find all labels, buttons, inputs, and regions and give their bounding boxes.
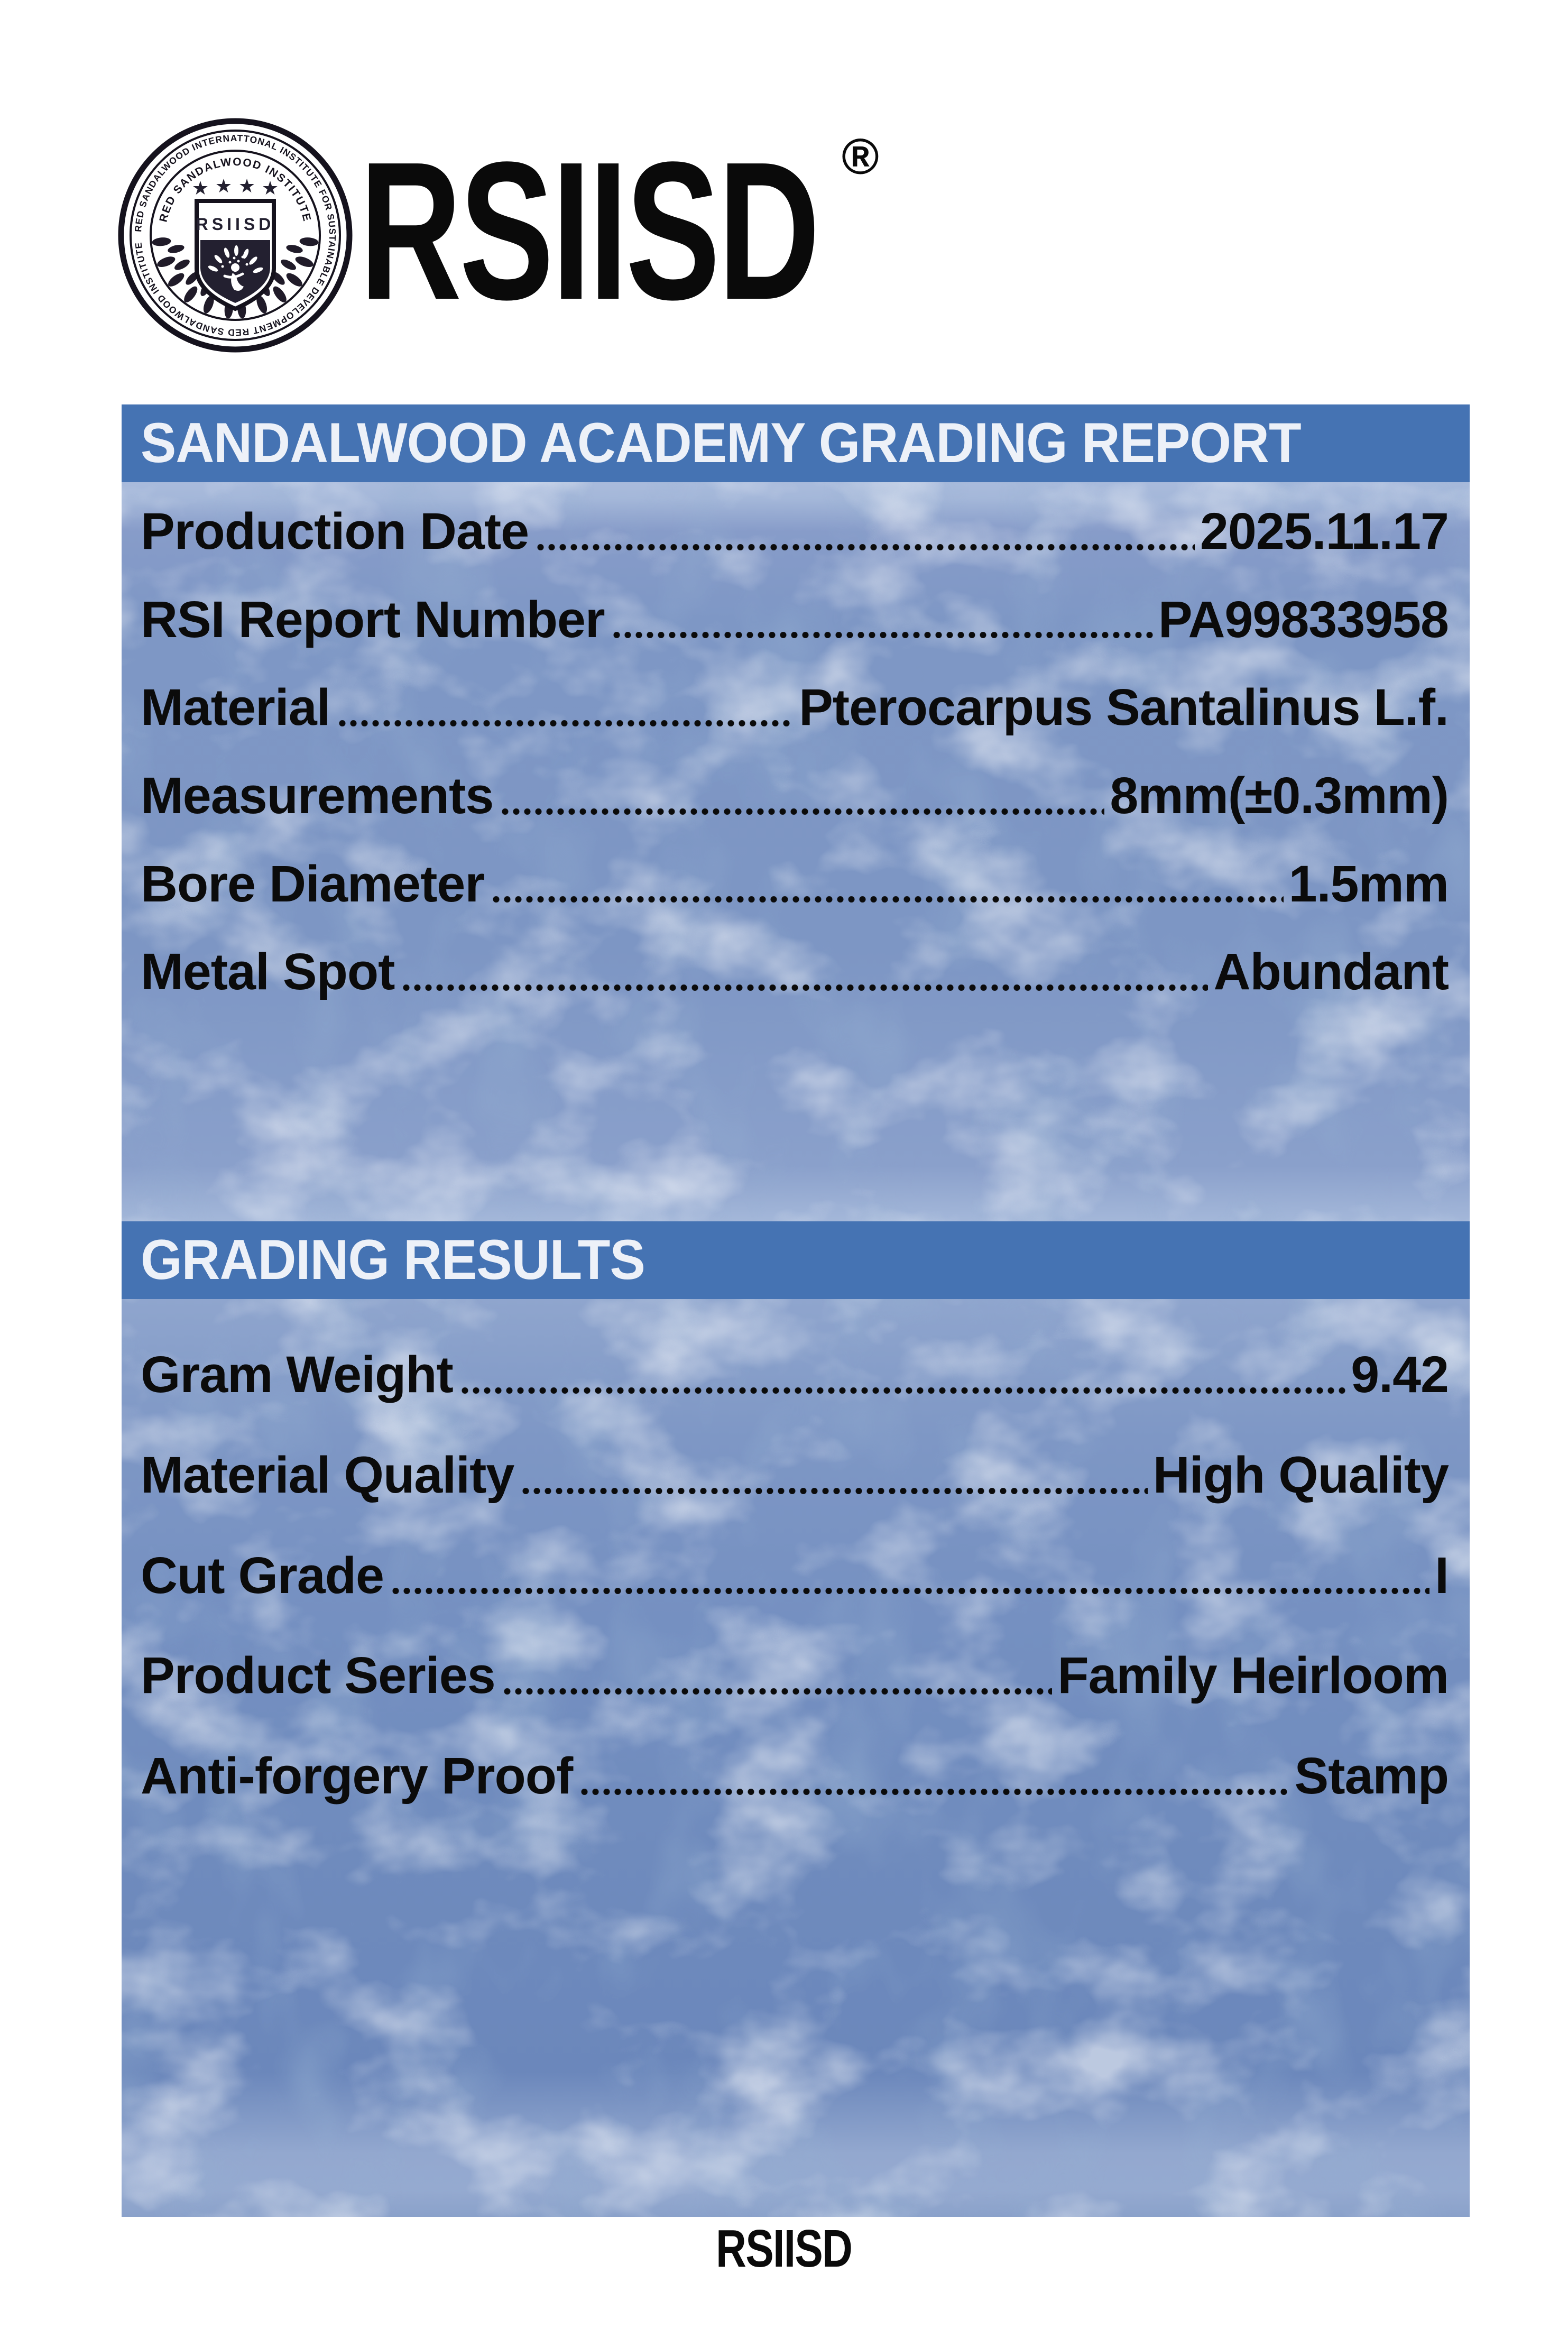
field-value: Family Heirloom: [1057, 1646, 1449, 1705]
star-icon: ★: [191, 177, 209, 199]
dotted-leader: [401, 984, 1208, 991]
star-icon: ★: [215, 175, 233, 197]
field-row: [141, 1748, 1449, 1805]
results-fields: [122, 1299, 1470, 1804]
field-label: Measurements: [141, 767, 494, 825]
report-title-bar: [122, 404, 1470, 482]
registered-trademark-icon: ®: [842, 128, 879, 185]
star-icon: ★: [238, 175, 256, 197]
field-value: 8mm(±0.3mm): [1110, 767, 1449, 825]
field-label: Bore Diameter: [141, 854, 485, 913]
results-title: GRADING RESULTS: [141, 1228, 645, 1292]
field-row: [141, 592, 1449, 648]
seal-shield-text: RSIISD: [196, 215, 275, 234]
dotted-leader: [535, 544, 1195, 550]
field-value: 9.42: [1351, 1346, 1449, 1404]
field-value: 1.5mm: [1288, 854, 1449, 913]
dotted-leader: [337, 720, 794, 726]
report-fields: [122, 482, 1470, 1000]
dotted-leader: [611, 632, 1153, 638]
field-row: [141, 944, 1449, 1000]
report-title: SANDALWOOD ACADEMY GRADING REPORT: [141, 411, 1301, 475]
dotted-leader: [390, 1588, 1429, 1594]
field-value: PA99833958: [1158, 590, 1449, 648]
seal-outer-ring-text: RED SANDALWOOD INTERNATTONAL INSTITUTE FOR SUSTAINABLE DEVELOPMENT RED SANDALWOOD INSTITUTE: [133, 132, 338, 338]
field-value: 2025.11.17: [1200, 502, 1449, 560]
seal-shield: [196, 201, 275, 309]
field-label: Material: [141, 678, 330, 737]
field-row: [141, 1548, 1449, 1604]
results-title-bar: [122, 1221, 1470, 1299]
field-value: Abundant: [1213, 943, 1449, 1001]
brand-wordmark: RSIISD: [359, 121, 818, 340]
field-row: [141, 1347, 1449, 1403]
field-label: Material Quality: [141, 1446, 514, 1504]
field-row: [141, 1447, 1449, 1504]
seal-inner-ring-text: RED SANDALWOOD INSTITUTE: [157, 155, 313, 224]
footer: [0, 2219, 1568, 2279]
field-label: Metal Spot: [141, 943, 395, 1001]
dotted-leader: [500, 808, 1104, 815]
field-row: [141, 768, 1449, 824]
brand-header: [0, 0, 1568, 404]
field-value: I: [1435, 1546, 1449, 1604]
field-label: Anti-forgery Proof: [141, 1746, 573, 1805]
dotted-leader: [502, 1688, 1053, 1695]
field-label: RSI Report Number: [141, 590, 605, 648]
report-panel: [122, 404, 1470, 2217]
field-row: [141, 503, 1449, 560]
field-value: Pterocarpus Santalinus L.f.: [799, 678, 1449, 737]
dotted-leader: [520, 1488, 1147, 1494]
field-label: Product Series: [141, 1646, 495, 1705]
field-label: Cut Grade: [141, 1546, 384, 1604]
field-row: [141, 1647, 1449, 1704]
dotted-leader: [459, 1387, 1345, 1394]
field-row: [141, 856, 1449, 913]
field-label: Production Date: [141, 502, 529, 560]
field-label: Gram Weight: [141, 1346, 453, 1404]
footer-brand: RSIISD: [716, 2219, 852, 2278]
dotted-leader: [491, 896, 1284, 903]
field-value: Stamp: [1294, 1746, 1449, 1805]
star-icon: ★: [261, 177, 279, 199]
rsiisd-seal-logo: [117, 117, 353, 353]
dotted-leader: [579, 1789, 1289, 1795]
field-row: [141, 679, 1449, 736]
field-value: High Quality: [1152, 1446, 1449, 1504]
